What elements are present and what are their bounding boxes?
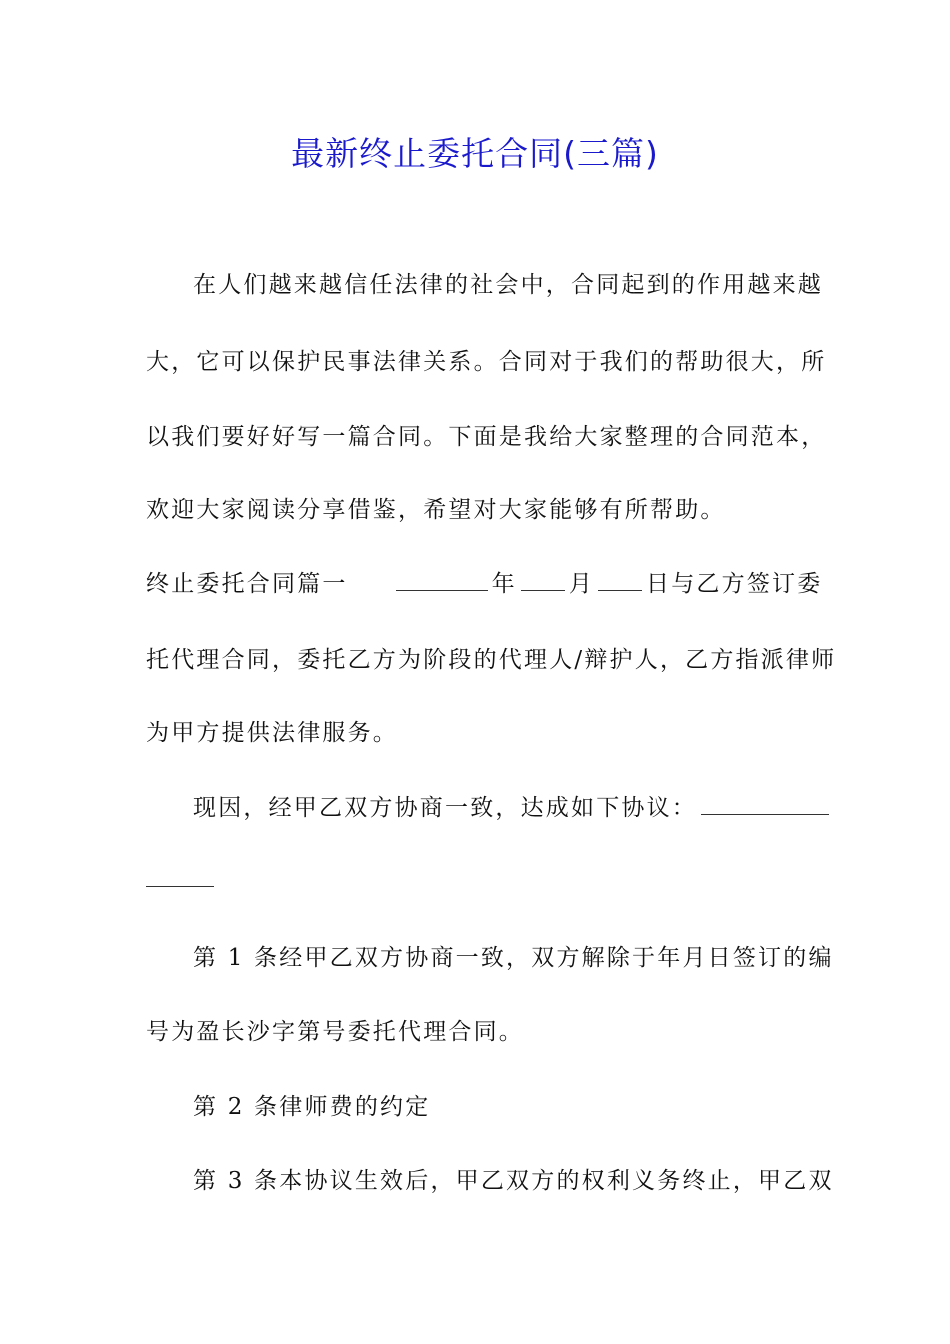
agreement-text: 现因，经甲乙双方协商一致，达成如下协议： bbox=[193, 795, 697, 821]
day-tail: 日与乙方签订委 bbox=[646, 571, 823, 597]
agreement-line bbox=[193, 793, 806, 823]
agreement-blank bbox=[701, 796, 829, 815]
article2-line: 第 2 条律师费的约定 bbox=[193, 1094, 431, 1120]
intro-line-2: 大，它可以保护民事法律关系。合同对于我们的帮助很大，所 bbox=[146, 349, 827, 375]
month-label: 月 bbox=[568, 571, 595, 597]
section1-line-2: 托代理合同，委托乙方为阶段的代理人/辩护人，乙方指派律师 bbox=[146, 647, 837, 673]
month-blank bbox=[521, 572, 565, 591]
intro-line-4: 欢迎大家阅读分享借鉴，希望对大家能够有所帮助。 bbox=[146, 497, 726, 523]
intro-line-1: 在人们越来越信任法律的社会中，合同起到的作用越来越 bbox=[193, 272, 823, 298]
agreement-blank-continued-line bbox=[146, 865, 806, 895]
agreement-blank-continued bbox=[146, 868, 214, 887]
article1-line-2: 号为盈长沙字第号委托代理合同。 bbox=[146, 1019, 524, 1045]
day-blank bbox=[598, 572, 642, 591]
section1-line-3: 为甲方提供法律服务。 bbox=[146, 720, 398, 746]
article1-line-1: 第 1 条经甲乙双方协商一致，双方解除于年月日签订的编 bbox=[193, 945, 834, 971]
intro-line-3: 以我们要好好写一篇合同。下面是我给大家整理的合同范本， bbox=[146, 424, 827, 450]
year-blank bbox=[396, 572, 488, 591]
year-label: 年 bbox=[491, 571, 517, 597]
section1-line-1 bbox=[146, 569, 823, 599]
article3-line: 第 3 条本协议生效后，甲乙双方的权利义务终止，甲乙双 bbox=[193, 1168, 834, 1194]
document-title: 最新终止委托合同(三篇) bbox=[291, 134, 659, 173]
section1-heading: 终止委托合同篇一 bbox=[146, 571, 348, 597]
